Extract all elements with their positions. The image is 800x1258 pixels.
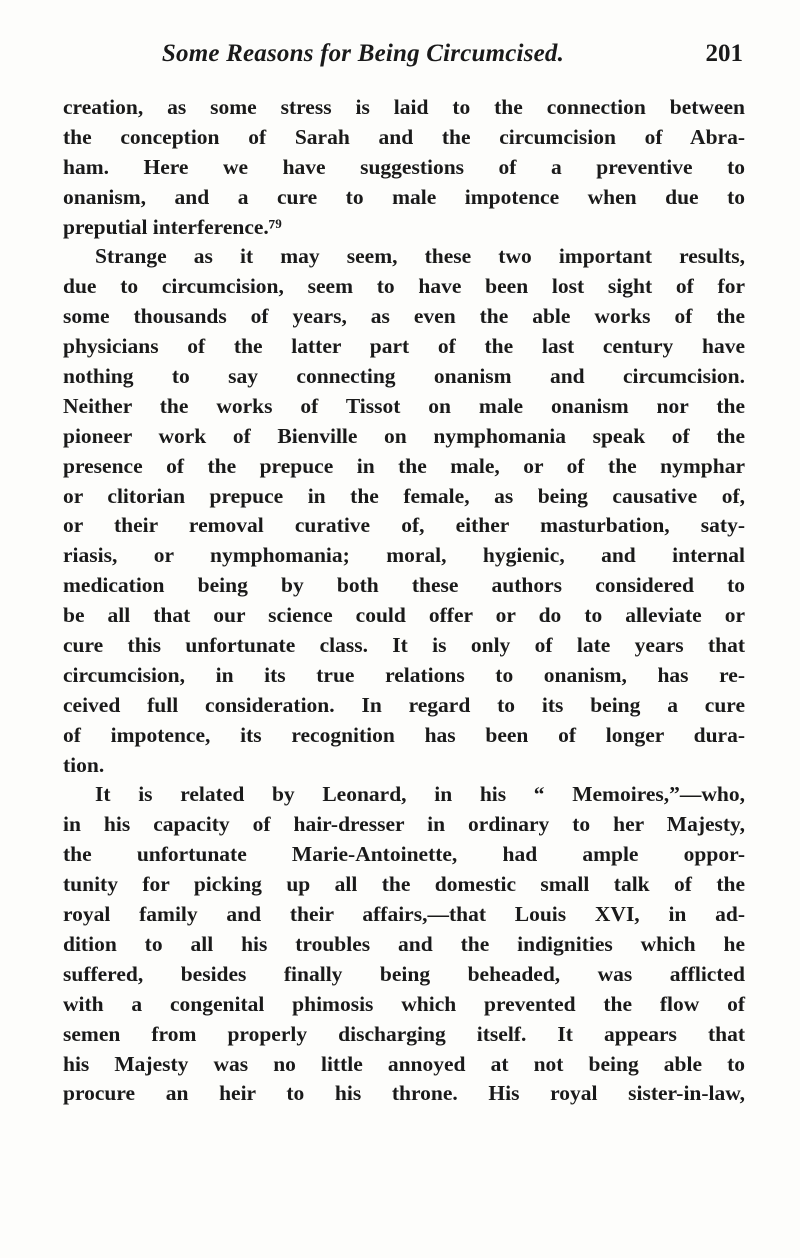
text-line: with a congenital phimosis which prevented the flow of bbox=[63, 991, 745, 1016]
text-line: Neither the works of Tissot on male onanism nor the bbox=[63, 393, 745, 418]
text-line: pioneer work of Bienville on nymphomania speak of the bbox=[63, 423, 745, 448]
text-line: the conception of Sarah and the circumcision of Abra- bbox=[63, 124, 745, 149]
text-line: It is related by Leonard, in his “ Memoires,”—who, bbox=[95, 782, 745, 807]
body-text bbox=[63, 93, 745, 1109]
text-line: physicians of the latter part of the last century have bbox=[63, 334, 745, 359]
page-number: 201 bbox=[705, 40, 743, 67]
text-line: the unfortunate Marie-Antoinette, had ample oppor- bbox=[63, 842, 745, 867]
text-line: ceived full consideration. In regard to its being a cure bbox=[63, 692, 745, 717]
text-line: suffered, besides finally being beheaded, was afflicted bbox=[63, 961, 745, 986]
text-line: or clitorian prepuce in the female, as being causative of, bbox=[63, 483, 745, 508]
text-line: royal family and their affairs,—that Louis XVI, in ad- bbox=[63, 902, 745, 927]
text-line: tion. bbox=[63, 752, 105, 777]
text-line: due to circumcision, seem to have been lost sight of for bbox=[63, 274, 745, 299]
text-line: creation, as some stress is laid to the connection between bbox=[63, 95, 745, 119]
text-line: in his capacity of hair-dresser in ordinary to her Majesty, bbox=[63, 812, 745, 837]
text-line: preputial interference.⁷⁹ bbox=[63, 214, 282, 239]
text-line: dition to all his troubles and the indignities which he bbox=[63, 931, 745, 956]
text-line: riasis, or nymphomania; moral, hygienic, and internal bbox=[63, 543, 745, 568]
text-line: semen from properly discharging itself. It appears that bbox=[63, 1021, 745, 1046]
text-line: procure an heir to his throne. His royal sister-in-law, bbox=[63, 1081, 745, 1106]
text-line: his Majesty was no little annoyed at not being able to bbox=[63, 1051, 745, 1076]
text-line: or their removal curative of, either masturbation, saty- bbox=[63, 513, 745, 538]
text-line: medication being by both these authors considered to bbox=[63, 573, 745, 598]
text-line: of impotence, its recognition has been of longer dura- bbox=[63, 722, 745, 747]
text-line: Strange as it may seem, these two important results, bbox=[95, 244, 745, 269]
text-line: circumcision, in its true relations to onanism, has re- bbox=[63, 662, 745, 687]
text-line: presence of the prepuce in the male, or of the nymphar bbox=[63, 453, 745, 478]
text-line: tunity for picking up all the domestic small talk of the bbox=[63, 872, 745, 897]
running-title: Some Reasons for Being Circumcised. bbox=[161, 40, 565, 67]
running-head bbox=[63, 40, 743, 80]
text-line: ham. Here we have suggestions of a preventive to bbox=[63, 154, 745, 179]
text-line: onanism, and a cure to male impotence when due to bbox=[63, 184, 745, 209]
text-line: be all that our science could offer or do to alleviate or bbox=[63, 603, 745, 628]
text-line: some thousands of years, as even the able works of the bbox=[63, 304, 745, 329]
text-line: nothing to say connecting onanism and circumcision. bbox=[63, 364, 745, 389]
text-line: cure this unfortunate class. It is only of late years that bbox=[63, 633, 745, 658]
